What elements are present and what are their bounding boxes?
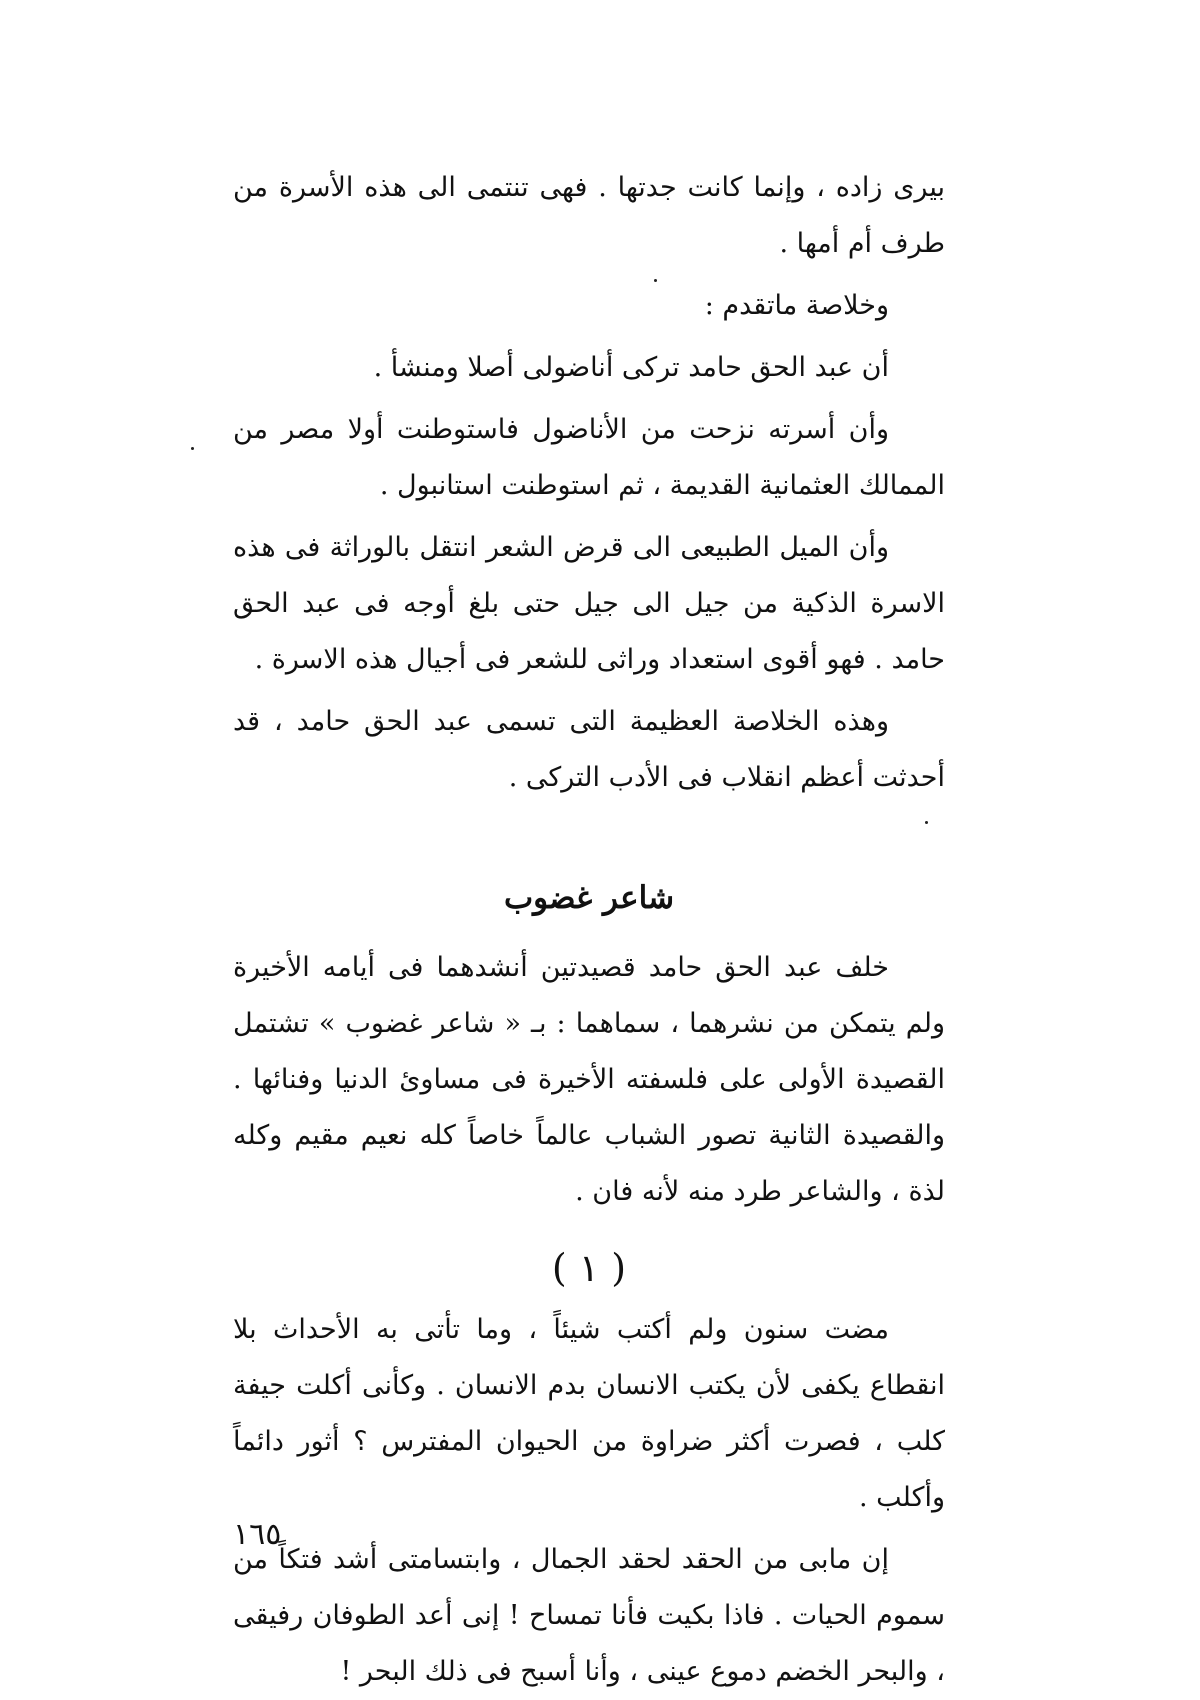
paragraph-summary-heredity: وأن الميل الطبيعى الى قرض الشعر انتقل بالوراثة فى هذه الاسرة الذكية من جيل الى جيل حتى بلغ أوجه فى عبد الحق حامد . فهو أقوى استعداد وراثى للشعر فى أجيال هذه الاسرة . <box>233 532 945 675</box>
page-body <box>233 160 945 1700</box>
paragraph-continuation: بيرى زاده ، وإنما كانت جدتها . فهى تنتمى الى هذه الأسرة من طرف أم أمها . <box>233 172 945 259</box>
section-heading: شاعر غضوب <box>503 880 675 916</box>
paragraph-poem-2: إن مابى من الحقد لحقد الجمال ، وابتسامتى أشد فتكاً من سموم الحيات . فاذا بكيت فأنا تمساح ! إنى أعد الطوفان رفيقى ، والبحر الخضم دموع عينى ، وأنا أسبح فى ذلك البحر ! <box>233 1544 945 1687</box>
paragraph-summary-family: وأن أسرته نزحت من الأناضول فاستوطنت أولا مصر من الممالك العثمانية القديمة ، ثم استوطنت استانبول . <box>233 414 945 501</box>
print-speck <box>191 447 194 450</box>
paragraph-poem-1: مضت سنون ولم أكتب شيئاً ، وما تأتى به الأحداث بلا انقطاع يكفى لأن يكتب الانسان بدم الانسان . وكأنى أكلت جيفة كلب ، فصرت أكثر ضراوة من الحيوان المفترس ؟ أثور دائماً وأكلب . <box>233 1314 945 1513</box>
page-number: ١٦٥ <box>233 1517 282 1552</box>
paragraph-summary-intro: وخلاصة ماتقدم : <box>704 290 889 321</box>
paragraph-summary-origin: أن عبد الحق حامد تركى أناضولى أصلا ومنشأ . <box>373 352 889 383</box>
paragraph-summary-impact: وهذه الخلاصة العظيمة التى تسمى عبد الحق حامد ، قد أحدثت أعظم انقلاب فى الأدب التركى . <box>233 706 945 793</box>
paragraph-poems-intro: خلف عبد الحق حامد قصيدتين أنشدهما فى أيامه الأخيرة ولم يتمكن من نشرهما ، سماهما : بـ « شاعر غضوب » تشتمل القصيدة الأولى على فلسفته الأخيرة فى مساوئ الدنيا وفنائها . والقصيدة الثانية تصور الشباب عالماً خاصاً كله نعيم مقيم وكله لذة ، والشاعر طرد منه لأنه فان . <box>233 952 945 1207</box>
section-number: ( ١ ) <box>551 1246 627 1290</box>
